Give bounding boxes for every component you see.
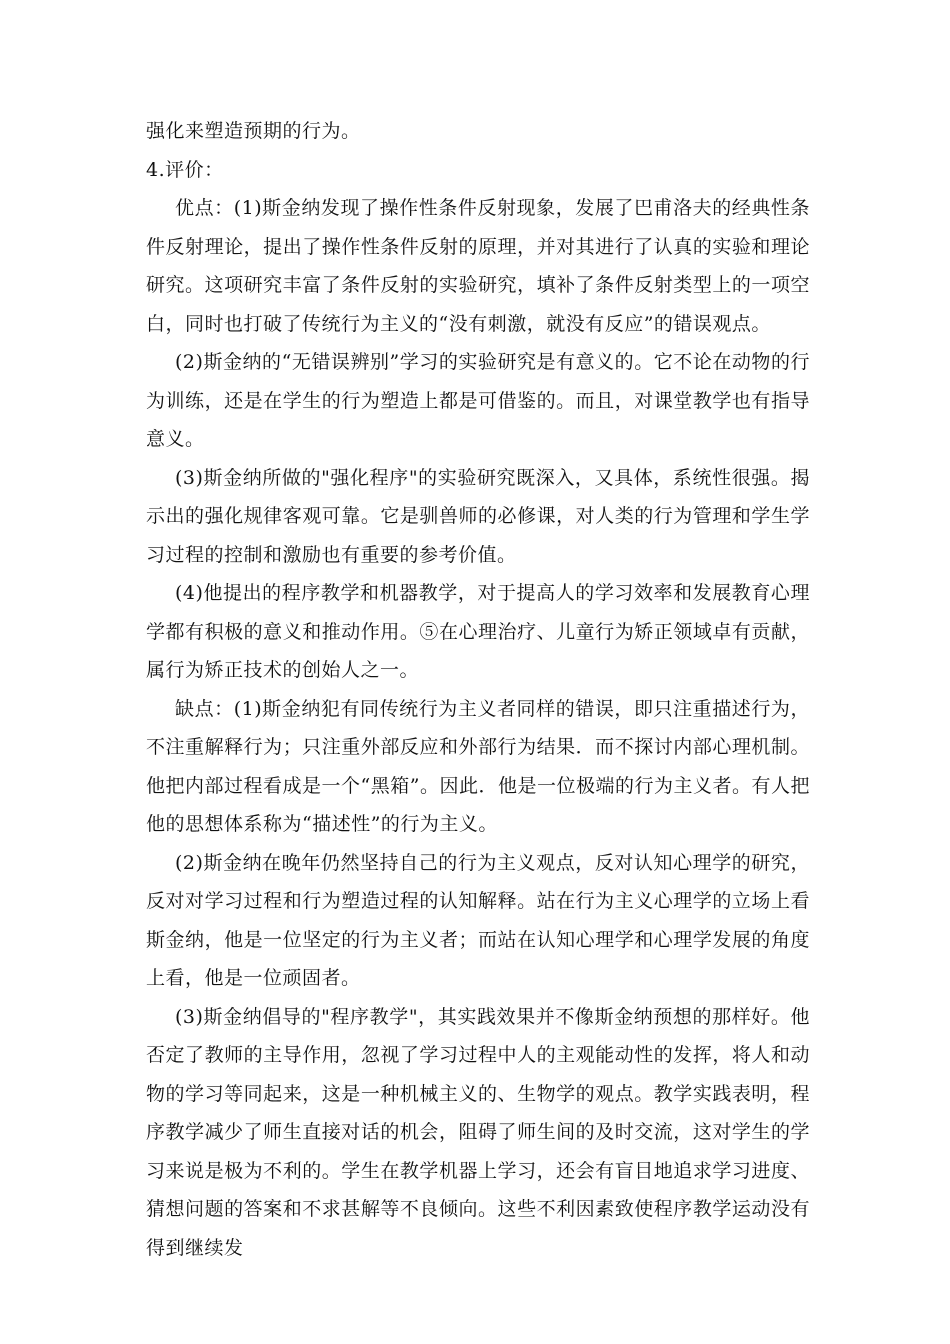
paragraph-disadvantage-1: 缺点：(1)斯金纳犯有同传统行为主义者同样的错误，即只注重描述行为，不注重解释行为；只注重外部反应和外部行为结果．而不探讨内部心理机制。他把内部过程看成是一个“黑箱”。因此．他是一位极端的行为主义者。有人把他的思想体系称为“描述性”的行为主义。 <box>146 697 810 835</box>
paragraph-advantage-3: (3)斯金纳所做的"强化程序"的实验研究既深入，又具体，系统性很强。揭示出的强化规律客观可靠。它是驯兽师的必修课，对人类的行为管理和学生学习过程的控制和激励也有重要的参考价值。 <box>146 466 810 566</box>
paragraph-disadvantage-2: (2)斯金纳在晚年仍然坚持自己的行为主义观点，反对认知心理学的研究，反对对学习过程和行为塑造过程的认知解释。站在行为主义心理学的立场上看斯金纳，他是一位坚定的行为主义者；而站在认知心理学和心理学发展的角度上看，他是一位顽固者。 <box>146 851 810 989</box>
paragraph-continuation: 强化来塑造预期的行为。 <box>146 120 361 142</box>
paragraph-disadvantage-3: (3)斯金纳倡导的"程序教学"，其实践效果并不像斯金纳预想的那样好。他否定了教师的主导作用，忽视了学习过程中人的主观能动性的发挥，将人和动物的学习等同起来，这是一种机械主义的、生物学的观点。教学实践表明，程序教学减少了师生直接对话的机会，阻碍了师生间的及时交流，这对学生的学习来说是极为不利的。学生在教学机器上学习，还会有盲目地追求学习进度、猜想问题的答案和不求甚解等不良倾向。这些不利因素致使程序教学运动没有得到继续发 <box>146 1005 810 1259</box>
paragraph-advantage-1: 优点：(1)斯金纳发现了操作性条件反射现象，发展了巴甫洛夫的经典性条件反射理论，提出了操作性条件反射的原理，并对其进行了认真的实验和理论研究。这项研究丰富了条件反射的实验研究，填补了条件反射类型上的一项空白，同时也打破了传统行为主义的“没有刺激，就没有反应”的错误观点。 <box>146 197 810 335</box>
section-heading-evaluation: 4.评价： <box>146 158 224 181</box>
paragraph-advantage-2: (2)斯金纳的“无错误辨别”学习的实验研究是有意义的。它不论在动物的行为训练，还是在学生的行为塑造上都是可借鉴的。而且，对课堂教学也有指导意义。 <box>146 351 810 450</box>
paragraph-advantage-4: (4)他提出的程序教学和机器教学，对于提高人的学习效率和发展教育心理学都有积极的意义和推动作用。⑤在心理治疗、儿童行为矫正领域卓有贡献，属行为矫正技术的创始人之一。 <box>146 582 810 681</box>
document-body <box>146 112 810 1267</box>
